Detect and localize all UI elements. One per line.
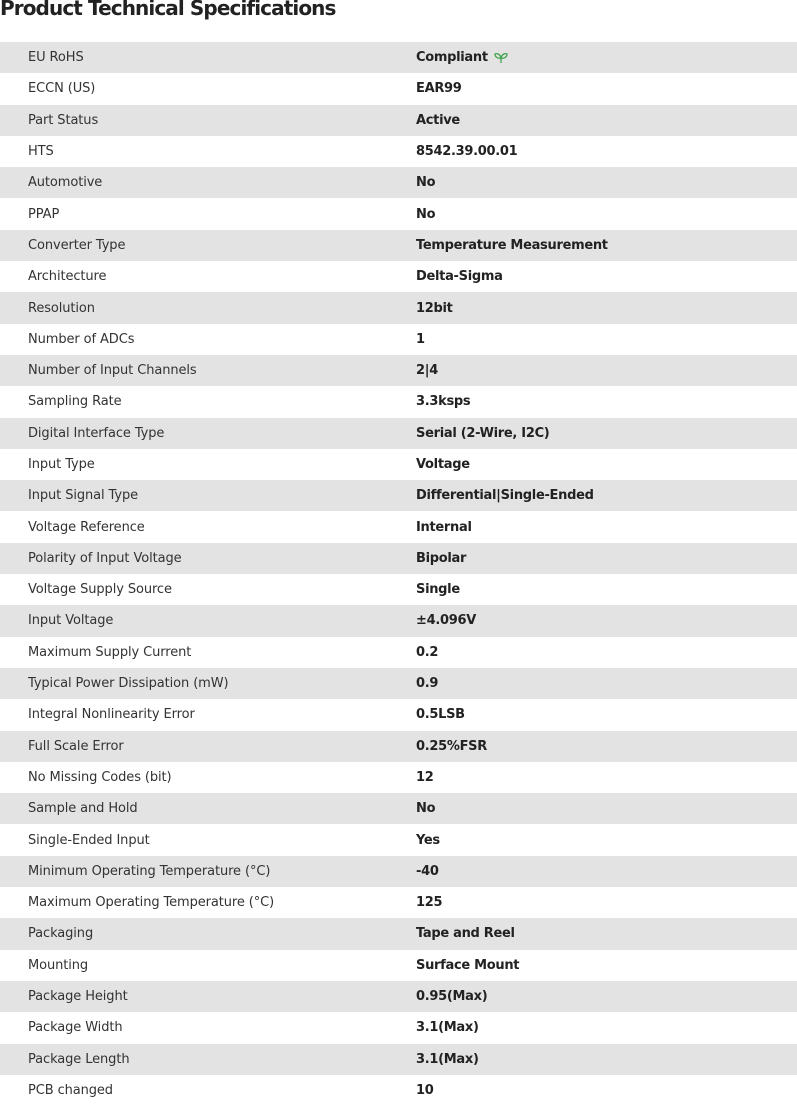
spec-row-packaging [0,918,797,949]
spec-row-resolution [0,292,797,323]
spec-label: Input Voltage [0,605,416,636]
spec-row-pcb-changed [0,1075,797,1106]
spec-value: No [416,793,797,824]
spec-value: Single [416,574,797,605]
spec-label: Voltage Reference [0,511,416,542]
spec-value: 3.1(Max) [416,1044,797,1075]
spec-row-max-operating-temp [0,887,797,918]
spec-value: 0.5LSB [416,699,797,730]
spec-value: Internal [416,511,797,542]
spec-value: Differential|Single-Ended [416,480,797,511]
spec-value: Compliant [416,50,488,66]
spec-value: 3.1(Max) [416,1012,797,1043]
spec-label: Part Status [0,105,416,136]
spec-value: -40 [416,856,797,887]
spec-value: 1 [416,324,797,355]
spec-value: Active [416,105,797,136]
spec-label: Typical Power Dissipation (mW) [0,668,416,699]
spec-row-input-signal-type [0,480,797,511]
spec-label: Package Height [0,981,416,1012]
spec-value: 2|4 [416,355,797,386]
spec-row-input-voltage [0,605,797,636]
spec-value: No [416,198,797,229]
spec-row-input-type [0,449,797,480]
spec-value: ±4.096V [416,605,797,636]
page-title: Product Technical Specifications [0,0,336,20]
spec-row-package-width [0,1012,797,1043]
spec-row-architecture [0,261,797,292]
spec-value: Tape and Reel [416,918,797,949]
spec-label: Converter Type [0,230,416,261]
spec-value: 0.2 [416,637,797,668]
spec-value: 12bit [416,292,797,323]
spec-row-no-missing-codes [0,762,797,793]
spec-row-eccn [0,73,797,104]
spec-row-converter-type [0,230,797,261]
spec-label: Input Signal Type [0,480,416,511]
spec-label: Automotive [0,167,416,198]
spec-label: Package Width [0,1012,416,1043]
spec-value: 0.95(Max) [416,981,797,1012]
spec-row-supply-source [0,574,797,605]
spec-label: No Missing Codes (bit) [0,762,416,793]
spec-value: Yes [416,824,797,855]
spec-label: Sampling Rate [0,386,416,417]
spec-label: Polarity of Input Voltage [0,543,416,574]
spec-table-body [0,42,797,1106]
leaf-icon [494,52,508,64]
spec-label: Maximum Operating Temperature (°C) [0,887,416,918]
spec-label: HTS [0,136,416,167]
spec-label: Mounting [0,950,416,981]
spec-row-package-length [0,1044,797,1075]
spec-label: Resolution [0,292,416,323]
spec-label: Maximum Supply Current [0,637,416,668]
spec-label: PCB changed [0,1075,416,1106]
spec-label: Number of ADCs [0,324,416,355]
spec-label: Full Scale Error [0,731,416,762]
spec-value-cell [416,42,797,73]
leaf-icon-graphic [494,52,508,64]
spec-label: Number of Input Channels [0,355,416,386]
spec-label: Digital Interface Type [0,418,416,449]
spec-value: 3.3ksps [416,386,797,417]
spec-value: EAR99 [416,73,797,104]
spec-label: Input Type [0,449,416,480]
spec-value: 0.25%FSR [416,731,797,762]
spec-value: Bipolar [416,543,797,574]
spec-row-ppap [0,198,797,229]
spec-value: 125 [416,887,797,918]
spec-label: Architecture [0,261,416,292]
spec-row-automotive [0,167,797,198]
spec-row-package-height [0,981,797,1012]
spec-value: 8542.39.00.01 [416,136,797,167]
spec-row-hts [0,136,797,167]
spec-label: EU RoHS [0,42,416,73]
spec-value: 10 [416,1075,797,1106]
spec-row-eu-rohs [0,42,797,73]
spec-row-power-dissipation [0,668,797,699]
spec-label: ECCN (US) [0,73,416,104]
spec-row-number-of-adcs [0,324,797,355]
spec-row-inl-error [0,699,797,730]
spec-row-part-status [0,105,797,136]
spec-row-input-channels [0,355,797,386]
spec-row-single-ended-input [0,824,797,855]
spec-row-mounting [0,950,797,981]
spec-value: Surface Mount [416,950,797,981]
spec-label: Package Length [0,1044,416,1075]
spec-row-input-polarity [0,543,797,574]
spec-label: Single-Ended Input [0,824,416,855]
spec-value: Delta-Sigma [416,261,797,292]
spec-label: PPAP [0,198,416,229]
spec-row-sampling-rate [0,386,797,417]
spec-value: Serial (2-Wire, I2C) [416,418,797,449]
spec-label: Integral Nonlinearity Error [0,699,416,730]
spec-row-digital-interface [0,418,797,449]
spec-row-full-scale-error [0,731,797,762]
spec-row-min-operating-temp [0,856,797,887]
spec-value: 0.9 [416,668,797,699]
spec-value: Voltage [416,449,797,480]
spec-label: Packaging [0,918,416,949]
spec-table [0,42,797,1106]
spec-value: Temperature Measurement [416,230,797,261]
spec-label: Minimum Operating Temperature (°C) [0,856,416,887]
spec-row-voltage-reference [0,511,797,542]
spec-value: 12 [416,762,797,793]
spec-value: No [416,167,797,198]
spec-label: Sample and Hold [0,793,416,824]
spec-row-sample-and-hold [0,793,797,824]
spec-row-max-supply-current [0,637,797,668]
spec-label: Voltage Supply Source [0,574,416,605]
